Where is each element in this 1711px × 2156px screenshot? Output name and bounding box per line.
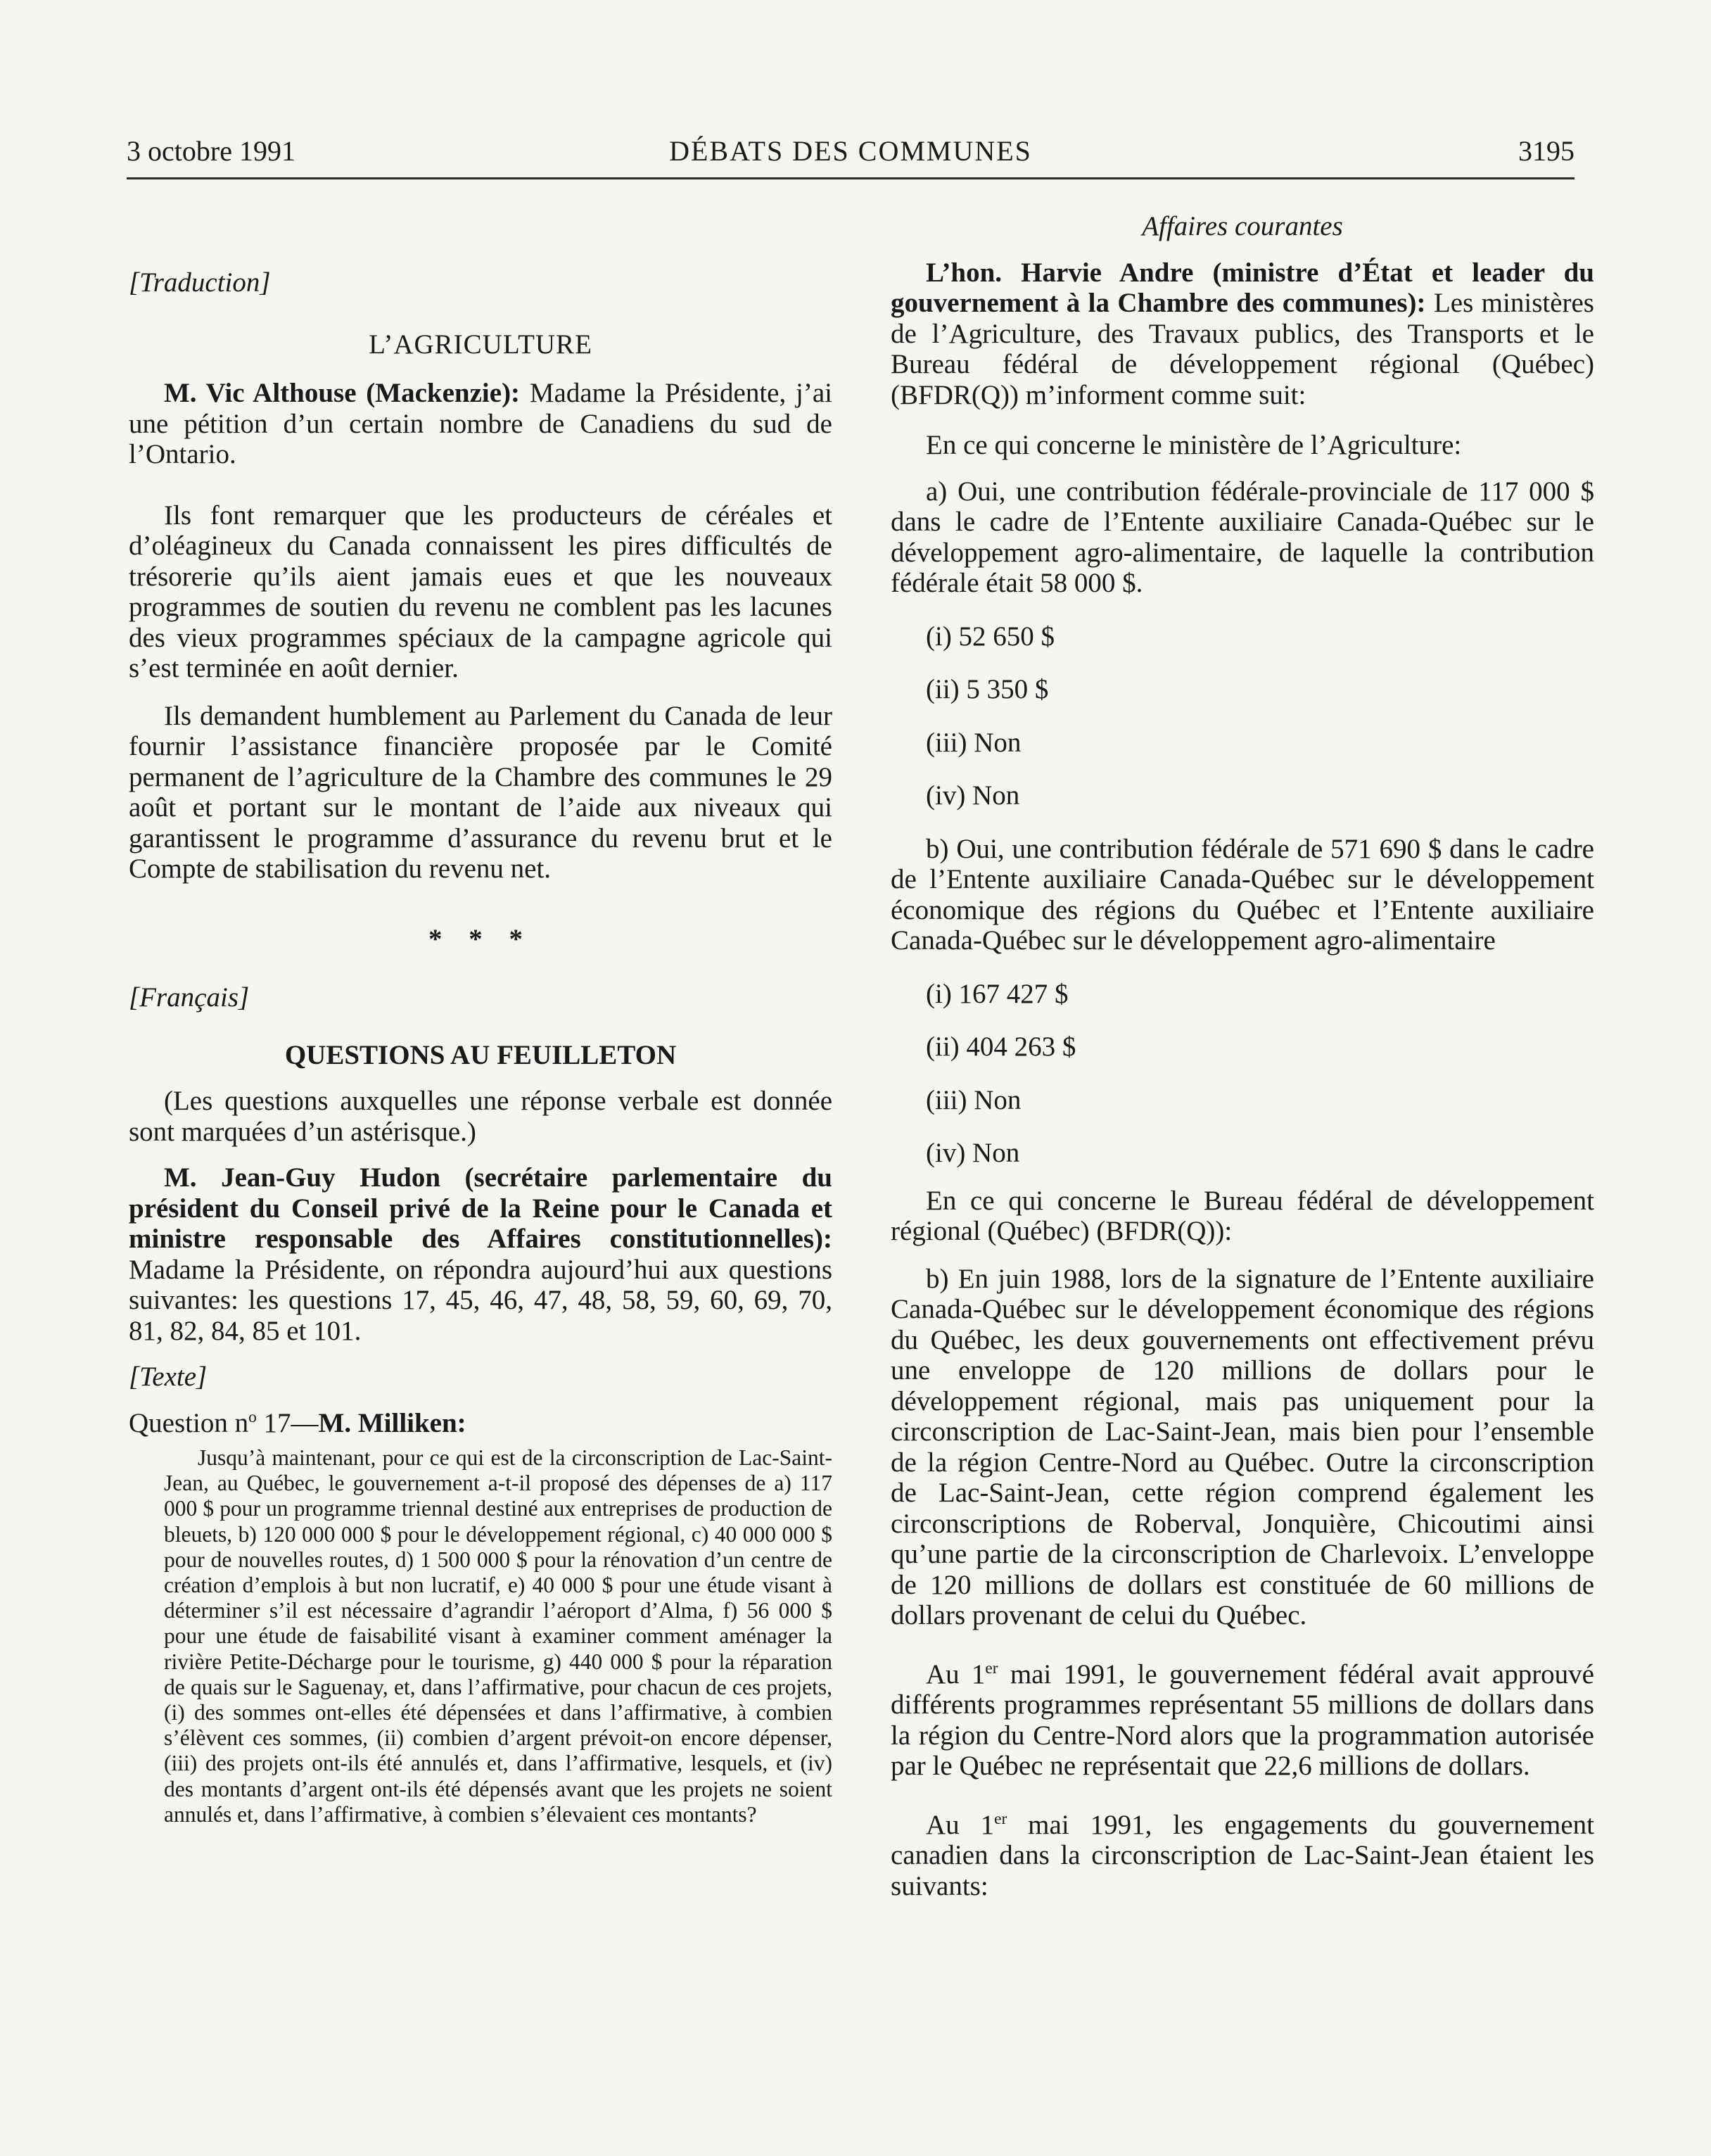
althouse-text: Madame la Présidente, j’ai une pétition d’un certain nombre de Canadiens du sud de l’Ontario. xyxy=(129,378,832,469)
para2-start: Au 1 xyxy=(926,1809,995,1840)
andre-text: Les ministères de l’Agriculture, des Travaux publics, des Transports et le Bureau fédéral de développement régional (Québec) (BFDR(Q)) m’informent comme suit: xyxy=(891,288,1594,410)
texte-label: [Texte] xyxy=(129,1362,208,1392)
answer-b-item-3: (iii) Non xyxy=(926,1084,1022,1115)
hudon-text: Madame la Présidente, on répondra aujourd’hui aux questions suivantes: les questions 17, 45, 46, 47, 48, 58, 59, 60, 69, 70, 81, 82, 84, 85 et 101. xyxy=(129,1254,832,1346)
may-1991-paragraph-1 xyxy=(891,1659,1594,1782)
para1-sup: er xyxy=(985,1659,998,1678)
para1-start: Au 1 xyxy=(926,1659,986,1689)
althouse-paragraph xyxy=(129,378,832,470)
para1-rest: mai 1991, le gouvernement fédéral avait approuvé différents programmes représentant 55 millions de dollars dans la région du Centre-Nord alors que la programmation autorisée par le Québec ne représentait que 22,6 millions de dollars. xyxy=(891,1659,1594,1781)
page-number: 3195 xyxy=(1518,135,1575,167)
header-date: 3 octobre 1991 xyxy=(127,135,295,167)
hudon-speaker: M. Jean-Guy Hudon (secrétaire parlementaire du président du Conseil privé de la Reine pour le Canada et ministre responsable des Affaires constitutionnelles): xyxy=(129,1162,832,1254)
answer-b-item-4: (iv) Non xyxy=(926,1138,1020,1168)
left-column xyxy=(129,211,832,1827)
section-separator: * * * xyxy=(428,923,533,954)
question-label: Question n xyxy=(129,1407,249,1438)
answer-b: b) Oui, une contribution fédérale de 571 690 $ dans le cadre de l’Entente auxiliaire Canada-Québec sur le développement économique des régions du Québec et l’Entente auxiliaire Canada-Québec sur le développement agro-alimentaire xyxy=(891,833,1594,956)
question-sup: o xyxy=(248,1407,257,1426)
traduction-label: [Traduction] xyxy=(129,267,271,298)
right-column xyxy=(891,211,1594,1901)
question-title xyxy=(129,1408,832,1439)
althouse-speaker: M. Vic Althouse (Mackenzie): xyxy=(164,378,521,408)
bfdr-intro: En ce qui concerne le Bureau fédéral de développement régional (Québec) (BFDR(Q)): xyxy=(891,1185,1594,1246)
section-title: Affaires courantes xyxy=(1142,211,1343,241)
answer-a-item-1: (i) 52 650 $ xyxy=(926,621,1055,652)
para2-sup: er xyxy=(994,1809,1007,1828)
petition-paragraph-1: Ils font remarquer que les producteurs de céréales et d’oléagineux du Canada connaissent les pires difficultés de trésorerie qu’ils aient jamais eues et que les nouveaux programmes de soutien du revenu ne comblent pas les lacunes des vieux programmes spéciaux de la campagne agricole qui s’est terminée en août dernier. xyxy=(129,500,832,683)
question-body: Jusqu’à maintenant, pour ce qui est de la circonscription de Lac-Saint-Jean, au Québec, le gouvernement a-t-il proposé des dépenses de a) 117 000 $ pour un programme triennal destiné aux entreprises de production de bleuets, b) 120 000 000 $ pour le développement régional, c) 40 000 000 $ pour de nouvelles routes, d) 1 500 000 $ pour la rénovation d’un centre de création d’emplois à but non lucratif, e) 40 000 $ pour une étude visant à déterminer s’il est nécessaire d’agrandir l’aéroport d’Alma, f) 56 000 $ pour une étude de faisabilité visant à examiner comment aménager la rivière Petite-Décharge pour le tourisme, g) 440 000 $ pour la réparation de quais sur le Saguenay, et, dans l’affirmative, pour chacun de ces projets, (i) des sommes ont-elles été dépensées et dans l’affirmative, à combien s’élèvent ces sommes, (ii) combien d’argent prévoit-on encore dépenser, (iii) des projets ont-ils été annulés et, dans l’affirmative, lesquels, et (iv) des montants d’argent ont-ils été dépensés avant que les projets ne soient annulés et, dans l’affirmative, à combien s’élevaient ces montants? xyxy=(164,1445,832,1827)
agriculture-heading: L’AGRICULTURE xyxy=(369,329,592,360)
question-number: 17— xyxy=(256,1407,319,1438)
answer-a: a) Oui, une contribution fédérale-provinciale de 117 000 $ dans le cadre de l’Entente auxiliaire Canada-Québec sur le développement agro-alimentaire, de laquelle la contribution fédérale était 58 000 $. xyxy=(891,476,1594,598)
answer-a-item-2: (ii) 5 350 $ xyxy=(926,674,1049,704)
page-header xyxy=(127,134,1575,179)
andre-speaker: L’hon. Harvie Andre (ministre d’État et leader du gouvernement à la Chambre des communes): xyxy=(891,257,1594,318)
may-1991-paragraph-2 xyxy=(891,1810,1594,1902)
answer-b-item-1: (i) 167 427 $ xyxy=(926,978,1069,1009)
header-title: DÉBATS DES COMMUNES xyxy=(669,135,1032,167)
question-member: M. Milliken: xyxy=(318,1407,466,1438)
para2-rest: mai 1991, les engagements du gouvernement canadien dans la circonscription de Lac-Saint-Jean étaient les suivants: xyxy=(891,1809,1595,1901)
questions-heading: QUESTIONS AU FEUILLETON xyxy=(284,1039,677,1070)
answer-a-item-3: (iii) Non xyxy=(926,727,1022,758)
andre-paragraph xyxy=(891,258,1594,411)
bfdr-answer-b: b) En juin 1988, lors de la signature de l’Entente auxiliaire Canada-Québec sur le développement économique des régions du Québec, les deux gouvernements ont effectivement prévu une enveloppe de 120 millions de dollars pour le développement régional, mais pas uniquement pour la circonscription de Lac-Saint-Jean, mais bien pour l’ensemble de la région Centre-Nord au Québec. Outre la circonscription de Lac-Saint-Jean, cette région comprend également les circonscriptions de Roberval, Jonquière, Chicoutimi ainsi qu’une partie de la circonscription de Charlevoix. L’enveloppe de 120 millions de dollars est constituée de 60 millions de dollars provenant de celui du Québec. xyxy=(891,1263,1594,1630)
petition-paragraph-2: Ils demandent humblement au Parlement du Canada de leur fournir l’assistance financière proposée par le Comité permanent de l’agriculture de la Chambre des communes le 29 août et portant sur le montant de l’aide aux niveaux qui garantissent le programme d’assurance du revenu brut et le Compte de stabilisation du revenu net. xyxy=(129,700,832,884)
questions-note: (Les questions auxquelles une réponse verbale est donnée sont marquées d’un astérisque.) xyxy=(129,1086,832,1147)
hudon-paragraph xyxy=(129,1162,832,1346)
francais-label: [Français] xyxy=(129,982,250,1013)
agriculture-intro: En ce qui concerne le ministère de l’Agriculture: xyxy=(926,430,1462,460)
answer-a-item-4: (iv) Non xyxy=(926,780,1020,811)
answer-b-item-2: (ii) 404 263 $ xyxy=(926,1032,1076,1062)
